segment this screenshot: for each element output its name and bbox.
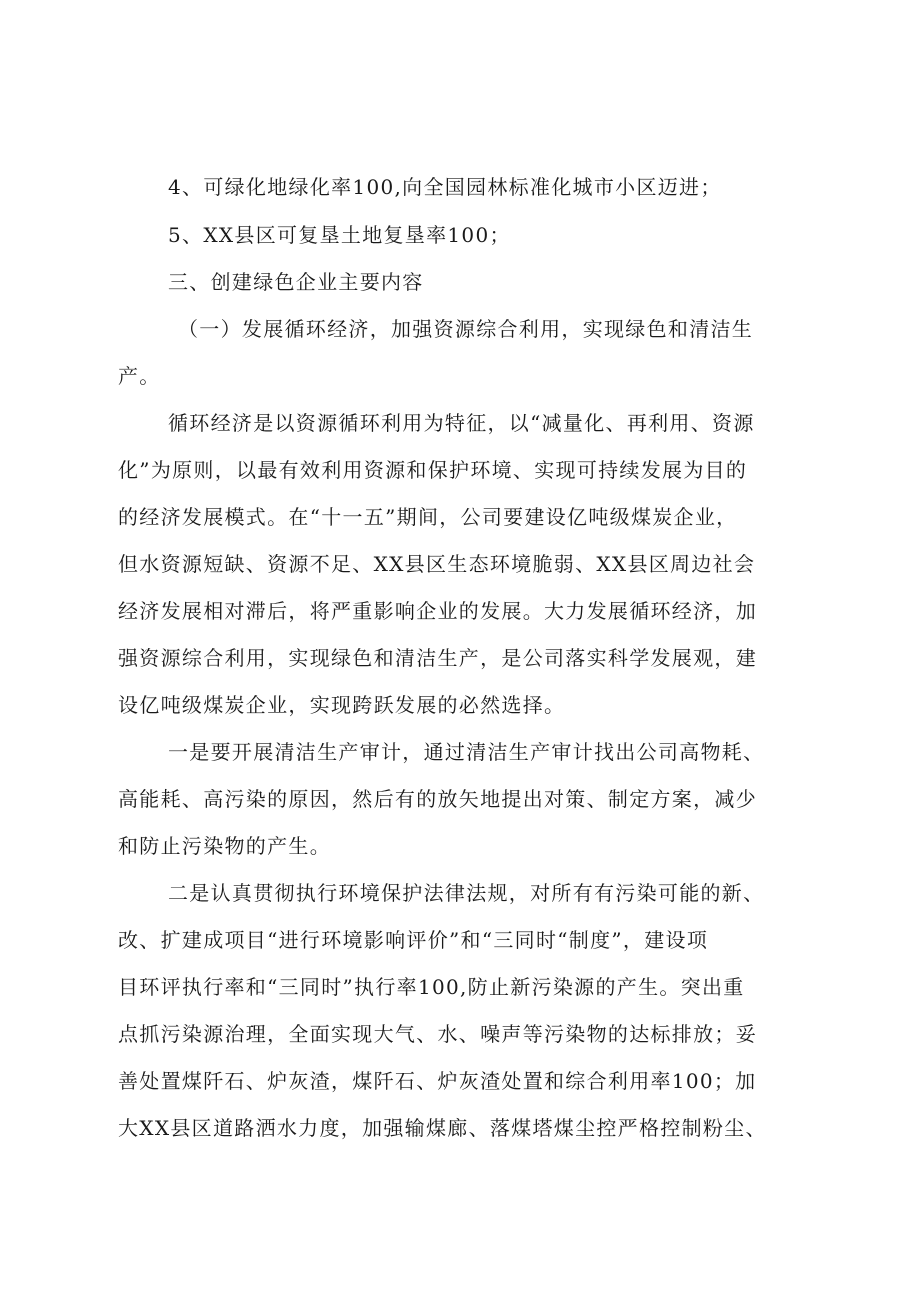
paragraph-3-line-3: 目环评执行率和“三同时”执行率100,防止新污染源的产生。突出重 [118,975,745,999]
paragraph-1-line-5: 经济发展相对滞后，将严重影响企业的发展。大力发展循环经济，加 [118,599,757,623]
subsection-1-heading-line-2: 产。 [118,364,161,388]
paragraph-2-line-1: 一是要开展清洁生产审计，通过清洁生产审计找出公司高物耗、 [168,740,765,764]
paragraph-3-line-2: 改、扩建成项目“进行环境影响评价”和“三同时“制度”，建设项 [118,928,709,952]
paragraph-1-line-1: 循环经济是以资源循环利用为特征，以“减量化、再利用、资源 [168,411,755,435]
paragraph-3-line-4: 点抓污染源治理，全面实现大气、水、噪声等污染物的达标排放；妥 [118,1022,757,1046]
section-3-heading: 三、创建绿色企业主要内容 [168,270,424,294]
paragraph-3-line-5: 善处置煤阡石、炉灰渣，煤阡石、炉灰渣处置和综合利用率100；加 [118,1069,757,1093]
paragraph-1-line-4: 但水资源短缺、资源不足、XX县区生态环境脆弱、XX县区周边社会 [118,552,756,576]
paragraph-1-line-6: 强资源综合利用，实现绿色和清洁生产，是公司落实科学发展观，建 [118,646,757,670]
paragraph-3-line-1: 二是认真贯彻执行环境保护法律法规，对所有有污染可能的新、 [168,881,765,905]
paragraph-3-line-6: 大XX县区道路洒水力度，加强输煤廊、落煤塔煤尘控严格控制粉尘、 [118,1116,767,1140]
paragraph-1-line-2: 化”为原则，以最有效利用资源和保护环境、实现可持续发展为目的 [118,458,748,482]
paragraph-1-line-7: 设亿吨级煤炭企业，实现跨跃发展的必然选择。 [118,693,566,717]
paragraph-2-line-2: 高能耗、高污染的原因，然后有的放矢地提出对策、制定方案，减少 [118,787,757,811]
paragraph-2-line-3: 和防止污染物的产生。 [118,834,331,858]
item-5-reclamation-rate: 5、XX县区可复垦土地复垦率100； [168,223,511,247]
paragraph-1-line-3: 的经济发展模式。在“十一五”期间，公司要建设亿吨级煤炭企业， [118,505,738,529]
subsection-1-heading-line-1: （一）发展循环经济，加强资源综合利用，实现绿色和清洁生 [178,317,754,341]
item-4-greening-rate: 4、可绿化地绿化率100,向全国园林标准化城市小区迈进； [168,175,722,199]
